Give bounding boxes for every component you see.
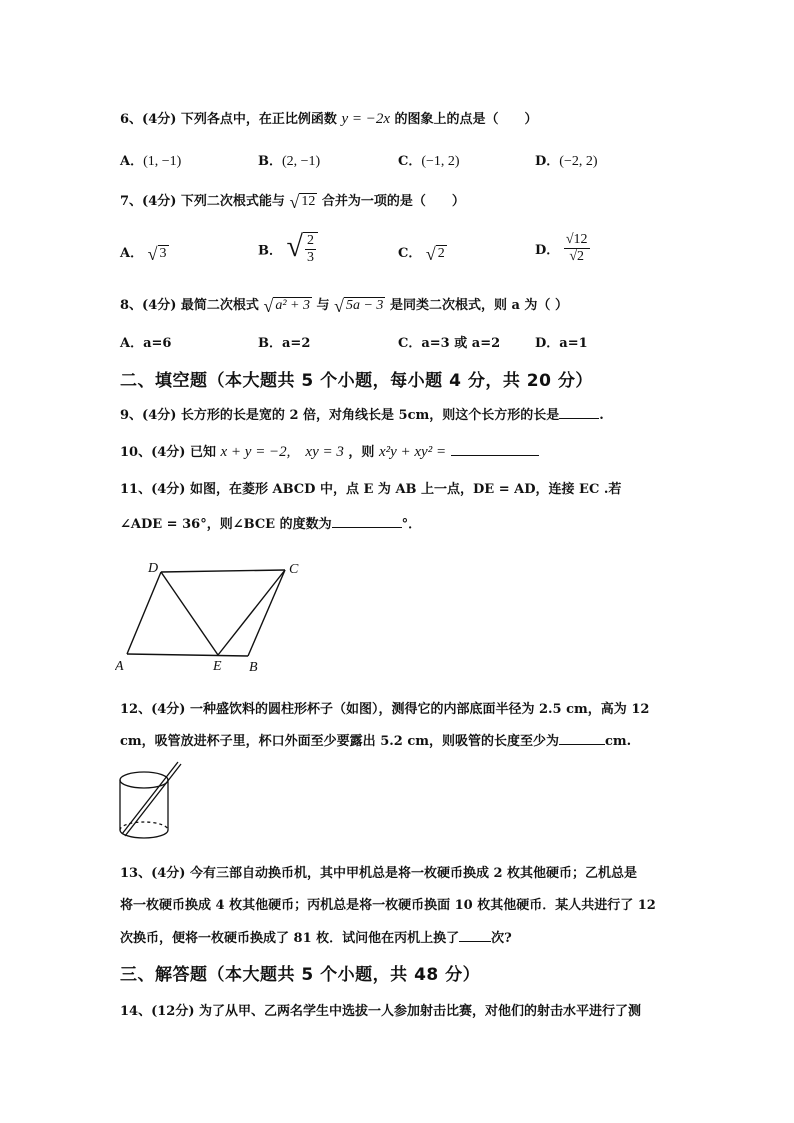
question-6-prefix: 6、(4分) 下列各点中，在正比例函数 bbox=[120, 112, 337, 127]
q6-option-a[interactable]: A．(1, −1) bbox=[120, 154, 182, 169]
q6-option-d[interactable]: D．(−2, 2) bbox=[535, 154, 598, 169]
question-6-suffix: 的图象上的点是（ ） bbox=[394, 112, 538, 127]
question-13-line-2: 将一枚硬币换成 4 枚其他硬币；丙机总是将一枚硬币换面 10 枚其他硬币．某人共进行了 12 bbox=[120, 898, 656, 913]
section-2-heading: 二、填空题（本大题共 5 个小题，每小题 4 分，共 20 分） bbox=[120, 371, 593, 391]
vertex-label-e: E bbox=[213, 659, 222, 674]
rhombus-figure bbox=[115, 556, 325, 681]
question-6 bbox=[120, 108, 538, 128]
q8-option-b[interactable]: B．a=2 bbox=[258, 336, 311, 351]
question-10: 10、(4分) 已知 x + y = −2, xy = 3 ，则 x²y + xy² = bbox=[120, 440, 539, 461]
q8-option-c[interactable]: C．a=3 或 a=2 bbox=[398, 336, 501, 351]
answer-blank-11[interactable] bbox=[332, 515, 402, 528]
vertex-label-c: C bbox=[289, 562, 299, 577]
q8-option-a[interactable]: A．a=6 bbox=[120, 336, 172, 351]
q6-option-b[interactable]: B．(2, −1) bbox=[258, 154, 321, 169]
vertex-label-a: A bbox=[115, 659, 124, 674]
vertex-label-d: D bbox=[148, 561, 159, 576]
question-9: 9、(4分) 长方形的长是宽的 2 倍，对角线长是 5cm，则这个长方形的长是 . bbox=[120, 408, 604, 423]
question-6-formula: y = −2x bbox=[341, 111, 391, 127]
question-7: 7、(4分) 下列二次根式能与 √ 12 合并为一项的是（ ） bbox=[120, 191, 465, 212]
q7-option-c[interactable]: C． √ 2 bbox=[398, 243, 445, 264]
question-14-line-1: 14、(12分) 为了从甲、乙两名学生中选拔一人参加射击比赛，对他们的射击水平进行了测 bbox=[120, 1004, 642, 1019]
answer-blank-12[interactable] bbox=[559, 732, 605, 745]
question-11-line-1: 11、(4分) 如图，在菱形 ABCD 中，点 E 为 AB 上一点，DE = AD，连接 EC .若 bbox=[120, 482, 622, 497]
q7-option-b[interactable]: B． √ $\frac{2}{3}$ bbox=[258, 232, 318, 266]
question-11-line-2: ∠ADE = 36°，则∠BCE 的度数为 °． bbox=[120, 517, 422, 532]
q7-option-d[interactable]: D． $\frac{√12}{√2}$ bbox=[535, 232, 588, 264]
sqrt-12: √ 12 bbox=[289, 191, 316, 212]
question-12-line-1: 12、(4分) 一种盛饮料的圆柱形杯子（如图），测得它的内部底面半径为 2.5 cm，高为 12 bbox=[120, 702, 650, 717]
vertex-label-b: B bbox=[249, 660, 258, 675]
cylinder-cup-figure bbox=[112, 758, 192, 848]
question-13-line-3: 次换币，便将一枚硬币换成了 81 枚．试问他在丙机上换了 次? bbox=[120, 931, 512, 946]
question-8: 8、(4分) 最简二次根式 √ a² + 3 与 √ 5a − 3 是同类二次根式，则 a 为（ ） bbox=[120, 295, 568, 316]
answer-blank-13[interactable] bbox=[459, 929, 491, 942]
q7-option-a[interactable]: A． √ 3 bbox=[120, 243, 167, 264]
answer-blank-10[interactable] bbox=[451, 443, 539, 456]
question-12-line-2: cm，吸管放进杯子里，杯口外面至少要露出 5.2 cm，则吸管的长度至少为 cm. bbox=[120, 734, 632, 749]
question-13-line-1: 13、(4分) 今有三部自动换币机，其中甲机总是将一枚硬币换成 2 枚其他硬币；乙机总是 bbox=[120, 866, 638, 881]
q6-option-c[interactable]: C．(−1, 2) bbox=[398, 154, 460, 169]
q8-option-d[interactable]: D．a=1 bbox=[535, 336, 588, 351]
section-3-heading: 三、解答题（本大题共 5 个小题，共 48 分） bbox=[120, 965, 481, 985]
answer-blank-9[interactable] bbox=[559, 406, 599, 419]
